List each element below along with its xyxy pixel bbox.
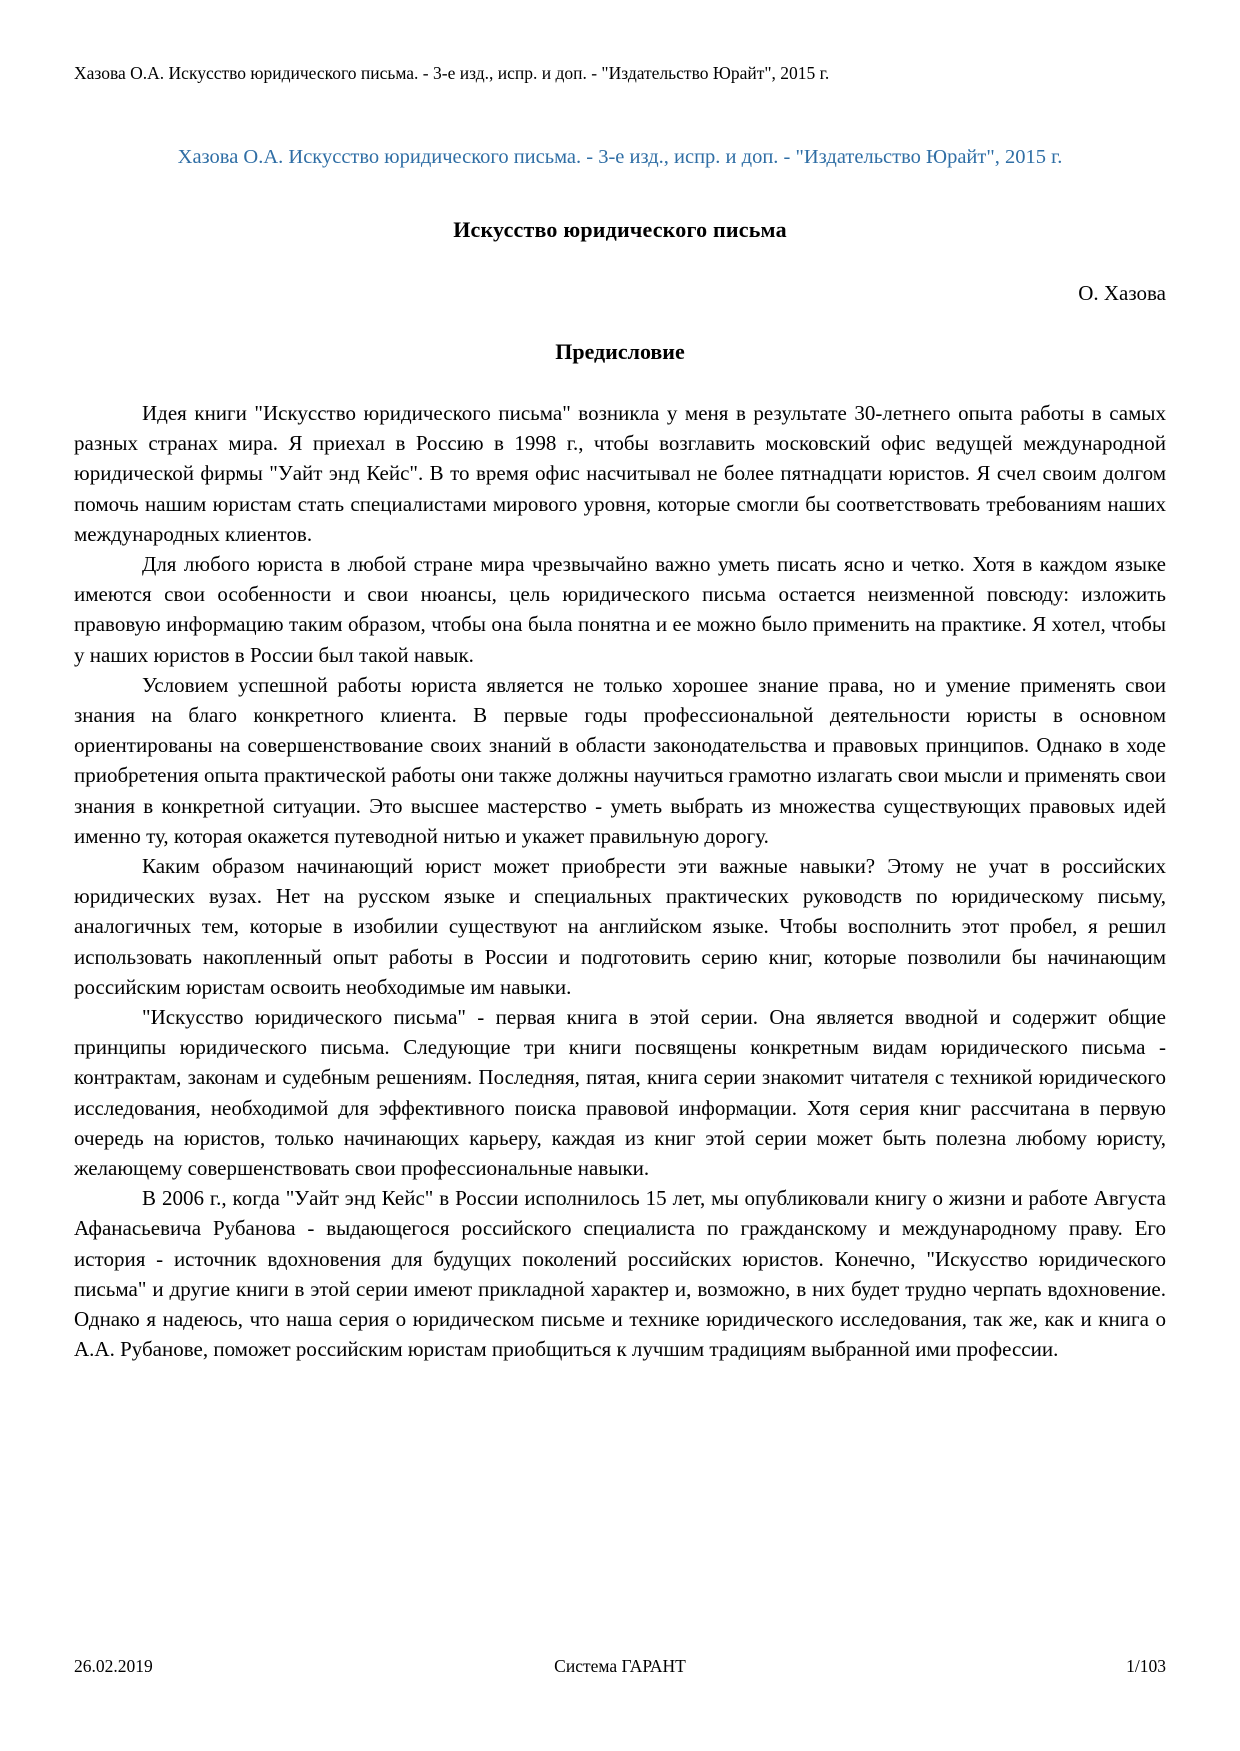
paragraph: В 2006 г., когда "Уайт энд Кейс" в России исполнилось 15 лет, мы опубликовали книгу о жизни и работе Августа Афанасьевича Рубанова - выдающегося российского специалиста по гражданскому и международному праву. Его история - источник вдохновения для будущих поколений российских юристов. Конечно, "Искусство юридического письма" и другие книги в этой серии имеют прикладной характер и, возможно, в них будет трудно черпать вдохновение. Однако я надеюсь, что наша серия о юридическом письме и технике юридического исследования, так же, как и книга о А.А. Рубанове, поможет российским юристам приобщиться к лучшим традициям выбранной ими профессии. [74,1186,1166,1362]
paragraph: "Искусство юридического письма" - первая книга в этой серии. Она является вводной и содержит общие принципы юридического письма. Следующие три книги посвящены конкретным видам юридического письма - контрактам, законам и судебным решениям. Последняя, пятая, книга серии знакомит читателя с техникой юридического исследования, необходимой для эффективного поиска правовой информации. Хотя серия книг рассчитана в первую очередь на юристов, только начинающих карьеру, каждая из книг этой серии может быть полезна любому юристу, желающему совершенствовать свои профессиональные навыки. [74,1005,1166,1181]
paragraph: Условием успешной работы юриста является не только хорошее знание права, но и умение применять свои знания на благо конкретного клиента. В первые годы профессиональной деятельности юристы в основном ориентированы на совершенствование своих знаний в области законодательства и правовых принципов. Однако в ходе приобретения опыта практической работы они также должны научиться грамотно излагать свои мысли и применять свои знания в конкретной ситуации. Это высшее мастерство - уметь выбрать из множества существующих правовых идей именно ту, которая окажется путеводной нитью и укажет правильную дорогу. [74,672,1166,848]
author-name: О. Хазова [1078,281,1166,305]
paragraph: Для любого юриста в любой стране мира чрезвычайно важно уметь писать ясно и четко. Хотя в каждом языке имеются свои особенности и свои нюансы, цель юридического письма остается неизменной повсюду: изложить правовую информацию таким образом, чтобы она была понятна и ее можно было применить на практике. Я хотел, чтобы у наших юристов в России был такой навык. [74,552,1166,667]
body-text [74,398,1166,1365]
paragraph: Каким образом начинающий юрист может приобрести эти важные навыки? Этому не учат в российских юридических вузах. Нет на русском языке и специальных практических руководств по юридическому письму, аналогичных тем, которые в изобилии существуют на английском языке. Чтобы восполнить этот пробел, я решил использовать накопленный опыт работы в России и подготовить серию книг, которые позволили бы начинающим российским юристам освоить необходимые им навыки. [74,854,1166,999]
footer-system-name: Система ГАРАНТ [554,1656,686,1676]
footer-page-number: 1/103 [1126,1656,1166,1676]
source-citation-link[interactable]: Хазова О.А. Искусство юридического письма. - 3-е изд., испр. и доп. - "Издательство Юрайт", 2015 г. [177,146,1063,168]
book-title: Искусство юридического письма [453,217,787,242]
section-heading-preface: Предисловие [555,339,685,364]
paragraph: Идея книги "Искусство юридического письма" возникла у меня в результате 30-летнего опыта работы в самых разных странах мира. Я приехал в Россию в 1998 г., чтобы возглавить московский офис ведущей международной юридической фирмы "Уайт энд Кейс". В то время офис насчитывал не более пятнадцати юристов. Я счел своим долгом помочь нашим юристам стать специалистами мирового уровня, которые смогли бы соответствовать требованиям наших международных клиентов. [74,401,1166,546]
footer-date: 26.02.2019 [74,1656,153,1676]
document-header-citation: Хазова О.А. Искусство юридического письма. - 3-е изд., испр. и доп. - "Издательство Юрайт", 2015 г. [74,63,830,83]
